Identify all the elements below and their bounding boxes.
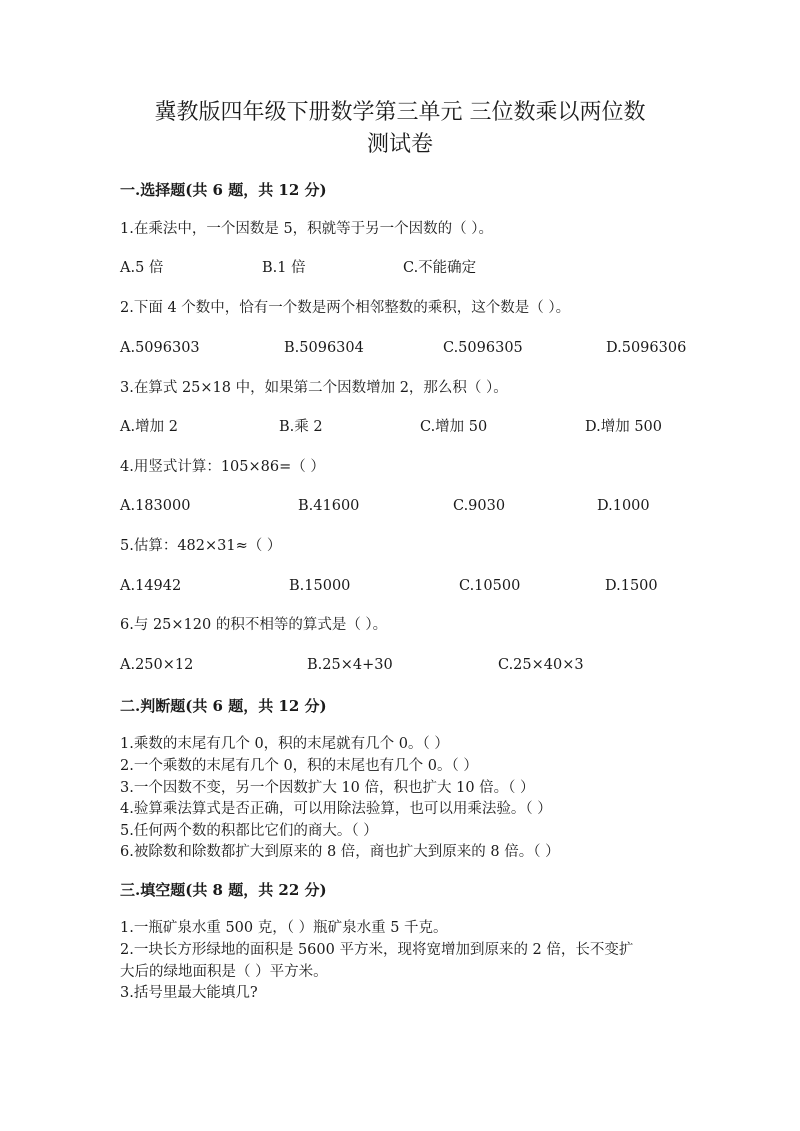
option-1-2-d: D.5096306 [606, 340, 687, 356]
fill-item-1: 1.一瓶矿泉水重 500 克，（ ）瓶矿泉水重 5 千克。 [120, 920, 448, 936]
fill-item-2: 2.一块长方形绿地的面积是 5600 平方米，现将宽增加到原来的 2 倍，长不变扩 [120, 942, 634, 958]
option-1-6-a: A.250×12 [120, 657, 194, 673]
option-1-5-a: A.14942 [120, 578, 182, 594]
option-1-2-b: B.5096304 [284, 340, 364, 356]
judgement-item-3: 3.一个因数不变，另一个因数扩大 10 倍，积也扩大 10 倍。（ ） [120, 780, 535, 796]
question-1-5: 5.估算：482×31≈（ ） [120, 538, 282, 554]
fill-item-3: 3.括号里最大能填几? [120, 985, 258, 1001]
section-heading-fill-in: 三.填空题(共 8 题，共 22 分) [120, 881, 327, 899]
option-1-3-b: B.乘 2 [279, 419, 323, 435]
option-1-6-b: B.25×4+30 [307, 657, 393, 673]
judgement-item-5: 5.任何两个数的积都比它们的商大。（ ） [120, 823, 378, 839]
judgement-item-2: 2.一个乘数的末尾有几个 0，积的末尾也有几个 0。（ ） [120, 758, 478, 774]
option-1-2-c: C.5096305 [443, 340, 523, 356]
question-1-6: 6.与 25×120 的积不相等的算式是（ ）。 [120, 617, 388, 633]
question-1-1: 1.在乘法中，一个因数是 5，积就等于另一个因数的（ ）。 [120, 221, 494, 237]
page-title-line2: 测试卷 [366, 132, 433, 157]
question-1-2: 2.下面 4 个数中，恰有一个数是两个相邻整数的乘积，这个数是（ ）。 [120, 300, 571, 316]
judgement-item-6: 6.被除数和除数都扩大到原来的 8 倍，商也扩大到原来的 8 倍。（ ） [120, 844, 560, 860]
section-heading-judgement: 二.判断题(共 6 题，共 12 分) [120, 697, 327, 715]
fill-item-2-continued: 大后的绿地面积是（ ）平方米。 [120, 964, 328, 980]
option-1-4-a: A.183000 [120, 498, 191, 514]
question-1-3: 3.在算式 25×18 中，如果第二个因数增加 2，那么积（ ）。 [120, 380, 508, 396]
option-1-5-d: D.1500 [605, 578, 658, 594]
option-1-3-a: A.增加 2 [120, 419, 178, 435]
option-1-4-c: C.9030 [453, 498, 506, 514]
option-1-1-c: C.不能确定 [403, 260, 477, 276]
option-1-6-c: C.25×40×3 [498, 657, 584, 673]
option-1-1-a: A.5 倍 [120, 260, 164, 276]
judgement-item-1: 1.乘数的末尾有几个 0，积的末尾就有几个 0。（ ） [120, 736, 449, 752]
option-1-2-a: A.5096303 [120, 340, 200, 356]
option-1-3-d: D.增加 500 [585, 419, 663, 435]
option-1-4-d: D.1000 [597, 498, 650, 514]
option-1-4-b: B.41600 [298, 498, 360, 514]
page-title-line1: 冀教版四年级下册数学第三单元 三位数乘以两位数 [154, 100, 646, 125]
section-heading-choice: 一.选择题(共 6 题，共 12 分) [120, 181, 327, 199]
judgement-item-4: 4.验算乘法算式是否正确，可以用除法验算，也可以用乘法验。（ ） [120, 801, 552, 817]
question-1-4: 4.用竖式计算：105×86=（ ） [120, 459, 325, 475]
option-1-3-c: C.增加 50 [420, 419, 488, 435]
option-1-5-b: B.15000 [289, 578, 351, 594]
option-1-1-b: B.1 倍 [262, 260, 306, 276]
option-1-5-c: C.10500 [459, 578, 521, 594]
